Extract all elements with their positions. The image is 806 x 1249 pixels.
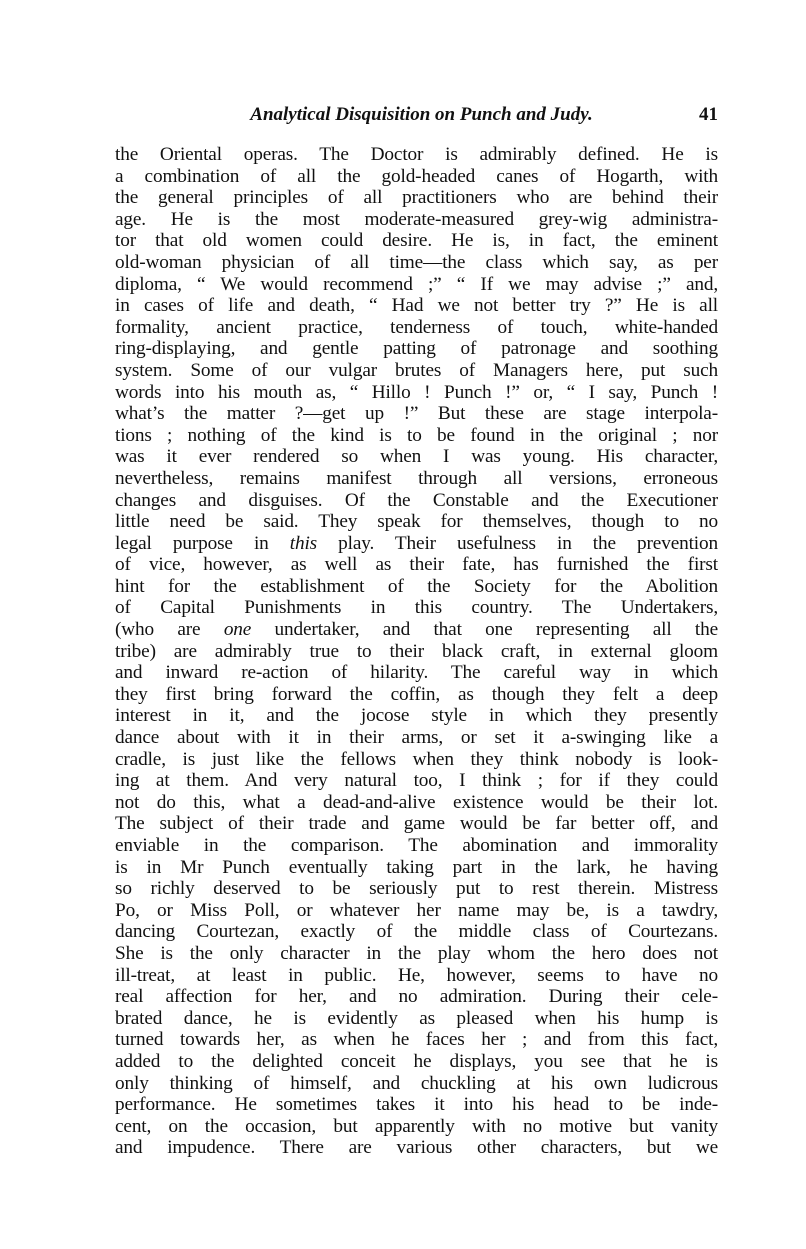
text-segment: performance. He sometimes takes it into his head to be inde- (115, 1094, 718, 1116)
text-line (115, 274, 718, 296)
text-line (115, 792, 718, 814)
text-line (115, 813, 718, 835)
text-line (115, 230, 718, 252)
text-line (115, 317, 718, 339)
text-segment: and inward re-action of hilarity. The careful way in which (115, 662, 718, 684)
text-line (115, 705, 718, 727)
text-segment: nevertheless, remains manifest through all versions, erroneous (115, 467, 718, 489)
text-line (115, 662, 718, 684)
text-segment: old-woman physician of all time—the class which say, as per (115, 251, 718, 273)
text-line (115, 1073, 718, 1095)
text-segment: She is the only character in the play whom the hero does not (115, 942, 718, 964)
text-segment: of vice, however, as well as their fate, has furnished the first (115, 554, 718, 576)
text-line (115, 1029, 718, 1051)
text-segment: age. He is the most moderate-measured grey-wig administra- (115, 208, 718, 230)
text-line (115, 209, 718, 231)
text-segment: enviable in the comparison. The abomination and immorality (115, 835, 718, 856)
text-line (115, 1137, 718, 1159)
text-line (115, 533, 718, 555)
body-text (115, 144, 718, 1159)
text-line (115, 770, 718, 792)
text-line (115, 727, 718, 749)
text-segment: of Capital Punishments in this country. The Undertakers, (115, 597, 718, 619)
text-segment: ing at them. And very natural too, I think ; for if they could (115, 770, 718, 792)
text-segment: cradle, is just like the fellows when they think nobody is look- (115, 748, 718, 770)
text-segment: tor that old women could desire. He is, in fact, the eminent (115, 230, 718, 252)
text-line (115, 490, 718, 512)
text-segment: ring-displaying, and gentle patting of patronage and soothing (115, 338, 718, 360)
text-segment: was it ever rendered so when I was young. His character, (115, 446, 718, 468)
text-line (115, 1094, 718, 1116)
text-segment: words into his mouth as, “ Hillo ! Punch !” or, “ I say, Punch ! (115, 381, 718, 403)
text-segment: only thinking of himself, and chuckling at his own ludicrous (115, 1072, 718, 1094)
text-line (115, 252, 718, 274)
text-line (115, 1008, 718, 1030)
text-segment: so richly deserved to be seriously put to rest therein. Mistress (115, 878, 718, 900)
text-segment: tribe) are admirably true to their black craft, in external gloom (115, 640, 718, 662)
text-segment: ill-treat, at least in public. He, however, seems to have no (115, 964, 718, 986)
text-segment: what’s the matter ?—get up !” But these are stage interpola- (115, 403, 718, 425)
text-segment: Po, or Miss Poll, or whatever her name may be, is a tawdry, (115, 899, 718, 921)
text-line (115, 641, 718, 663)
text-segment: brated dance, he is evidently as pleased when his hump is (115, 1007, 718, 1029)
text-segment: hint for the establishment of the Society for the Abolition (115, 575, 718, 597)
text-line (115, 511, 718, 533)
text-line (115, 360, 718, 382)
text-segment: undertaker, and that one representing all the (251, 619, 718, 641)
text-line (115, 468, 718, 490)
page-header (115, 104, 718, 130)
text-segment: dance about with it in their arms, or set it a-swinging like a (115, 727, 718, 749)
text-segment: dancing Courtezan, exactly of the middle class of Courtezans. (115, 921, 718, 943)
text-line (115, 576, 718, 598)
text-line (115, 749, 718, 771)
running-title: Analytical Disquisition on Punch and Judy. (250, 104, 593, 125)
text-line (115, 166, 718, 188)
text-segment: they first bring forward the coffin, as though they felt a deep (115, 683, 718, 705)
text-segment: turned towards her, as when he faces her ; and from this fact, (115, 1029, 718, 1051)
text-line (115, 425, 718, 447)
text-line (115, 965, 718, 987)
text-segment: legal purpose in (115, 532, 290, 554)
page-number: 41 (699, 104, 718, 125)
text-segment: is in Mr Punch eventually taking part in the lark, he having (115, 856, 718, 878)
text-segment: in cases of life and death, “ Had we not better try ?” He is all (115, 295, 718, 317)
text-segment: added to the delighted conceit he displays, you see that he is (115, 1050, 718, 1072)
text-line (115, 857, 718, 879)
text-line (115, 921, 718, 943)
text-segment: the Oriental operas. The Doctor is admirably defined. He is (115, 144, 718, 165)
text-line (115, 943, 718, 965)
text-segment: not do this, what a dead-and-alive existence would be their lot. (115, 791, 718, 813)
text-segment: The subject of their trade and game would be far better off, and (115, 813, 718, 835)
text-segment: real affection for her, and no admiration. During their cele- (115, 986, 718, 1008)
text-line (115, 382, 718, 404)
text-line (115, 187, 718, 209)
text-segment: the general principles of all practitioners who are behind their (115, 187, 718, 209)
text-segment: cent, on the occasion, but apparently with no motive but vanity (115, 1115, 718, 1137)
text-segment: little need be said. They speak for themselves, though to no (115, 511, 718, 533)
text-segment: interest in it, and the jocose style in which they presently (115, 705, 718, 727)
text-segment: play. Their usefulness in the prevention (317, 532, 718, 554)
text-segment: a combination of all the gold-headed canes of Hogarth, with (115, 165, 718, 187)
text-segment: changes and disguises. Of the Constable and the Executioner (115, 489, 718, 511)
text-line (115, 554, 718, 576)
text-line (115, 295, 718, 317)
text-line (115, 403, 718, 425)
text-line (115, 878, 718, 900)
italic-text: one (223, 619, 252, 641)
text-segment: and impudence. There are various other characters, but we (115, 1137, 718, 1159)
text-line (115, 900, 718, 922)
italic-text: this (289, 532, 318, 554)
text-segment: tions ; nothing of the kind is to be found in the original ; nor (115, 424, 718, 446)
text-segment: formality, ancient practice, tenderness of touch, white-handed (115, 316, 718, 338)
text-line (115, 446, 718, 468)
text-segment: diploma, “ We would recommend ;” “ If we may advise ;” and, (115, 273, 718, 295)
text-segment: system. Some of our vulgar brutes of Managers here, put such (115, 359, 718, 381)
text-line (115, 338, 718, 360)
text-line (115, 986, 718, 1008)
text-line (115, 684, 718, 706)
text-line (115, 619, 718, 641)
text-line (115, 1051, 718, 1073)
text-line (115, 597, 718, 619)
text-segment: (who are (115, 619, 224, 641)
text-line (115, 1116, 718, 1138)
text-line (115, 835, 718, 857)
text-line (115, 144, 718, 166)
